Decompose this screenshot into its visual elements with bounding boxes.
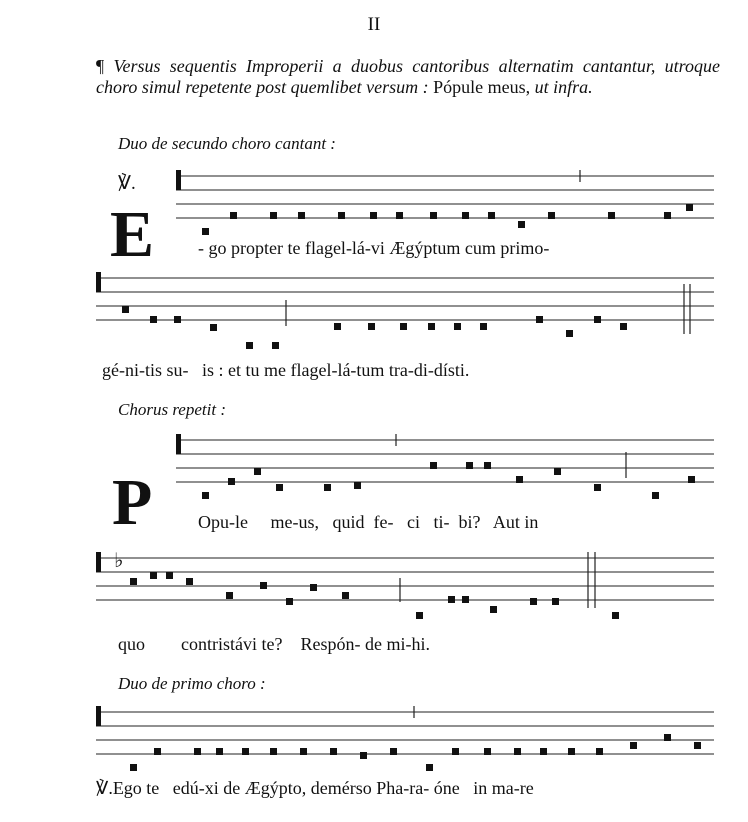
section-heading-duo-secundo: Duo de secundo choro cantant : — [118, 134, 336, 153]
lyric-line-5: ℣.Ego te edú-xi de Ægýpto, demérso Pha-ra- óne in ma-re — [96, 778, 534, 798]
lyric-line-3: Opu-le me-us, quid fe- ci ti- bi? Aut in — [198, 512, 539, 532]
lyric-line-2: gé-ni-tis su- is : et tu me flagel-lá-tum tra-di-dísti. — [102, 360, 470, 380]
do-clef — [176, 170, 181, 190]
lyric-line-4: quo contristávi te? Respón- de mi-hi. — [118, 634, 430, 654]
drop-cap-e: E — [110, 198, 155, 271]
pilcrow-mark: ¶ — [96, 56, 105, 76]
staff-5 — [96, 712, 714, 754]
page-number: II — [367, 14, 381, 35]
rubric-italic-tail: ut infra. — [534, 77, 593, 97]
versicle-sign: ℣. — [118, 173, 136, 194]
do-clef — [96, 552, 101, 572]
flat-sign: ♭ — [114, 550, 124, 572]
staff-2 — [96, 278, 714, 320]
staff-3 — [176, 440, 714, 482]
staff-1 — [176, 176, 714, 218]
do-clef — [176, 434, 181, 454]
rubric-roman: Pópule meus, — [433, 77, 531, 97]
section-heading-duo-primo: Duo de primo choro : — [118, 674, 266, 693]
drop-cap-p: P — [112, 466, 153, 539]
do-clef — [96, 706, 101, 726]
rubric-italic: Versus sequentis Improperii a duobus cantoribus alternatim cantantur, utroque choro simul repetente post quemlibet versum : — [96, 56, 721, 97]
do-clef — [96, 272, 101, 292]
lyric-line-1: - go propter te flagel-lá-vi Ægýptum cum primo- — [198, 238, 550, 258]
section-heading-chorus: Chorus repetit : — [118, 400, 226, 419]
